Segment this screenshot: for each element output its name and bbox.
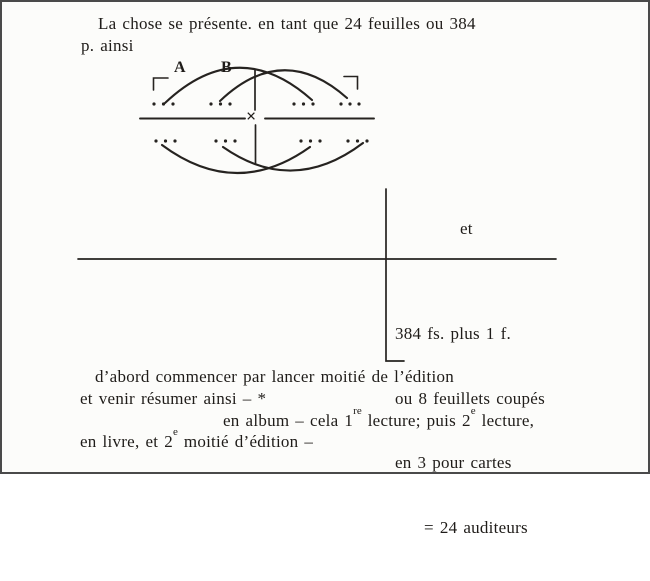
tally-line-1: 384 fs. plus 1 f. [395, 324, 512, 343]
top-right-bracket-icon [344, 77, 358, 90]
dots-group-upper-2 [209, 102, 231, 105]
closing-line-3 [223, 404, 535, 432]
diagram-center-times-mark: × [246, 106, 257, 126]
intro-line-1: La chose se présente. en tant que 24 feuilles ou 384 [98, 14, 476, 33]
closing-line-1: d’abord commencer par lancer moitié de l’édition [95, 367, 454, 386]
connector-et: et [460, 219, 473, 238]
intro-line-2: p. ainsi [81, 36, 134, 55]
tally-line-2: ou 8 feuillets coupés [395, 388, 545, 408]
closing-line-4-seg1: en livre, et 2 [80, 432, 173, 451]
closing-line-3-sup2: e [470, 404, 476, 417]
closing-line-3-seg2: lecture; puis 2 [361, 410, 471, 430]
closing-line-3-seg3: lecture, [475, 410, 535, 430]
closing-line-3-seg1: en album – cela 1 [223, 410, 354, 430]
tally-line-3: en 3 pour cartes [395, 453, 512, 472]
dots-group-upper-3 [292, 102, 314, 105]
top-left-bracket-icon [154, 78, 169, 90]
dots-group-lower-3 [299, 139, 321, 142]
closing-line-4 [80, 426, 314, 453]
upper-arc-b [220, 70, 347, 101]
diagram-label-a: A [174, 59, 186, 76]
upper-arc-a [165, 68, 312, 103]
tally-line-4: = 24 auditeurs [424, 517, 528, 537]
closing-line-4-sup1: e [172, 426, 178, 439]
dots-group-upper-4 [339, 102, 360, 105]
lower-arc-b [223, 143, 363, 171]
closing-line-4-seg2: moitié d’édition – [177, 432, 314, 451]
diagram-label-b: B [221, 59, 232, 76]
dots-group-lower-2 [214, 139, 236, 142]
closing-line-2: et venir résumer ainsi – * [80, 389, 267, 408]
dots-group-lower-4 [346, 139, 368, 142]
dots-group-upper-1 [152, 102, 174, 105]
dots-group-lower-1 [154, 139, 176, 142]
closing-line-3-sup1: re [353, 404, 362, 417]
lower-arc-a [162, 145, 310, 173]
